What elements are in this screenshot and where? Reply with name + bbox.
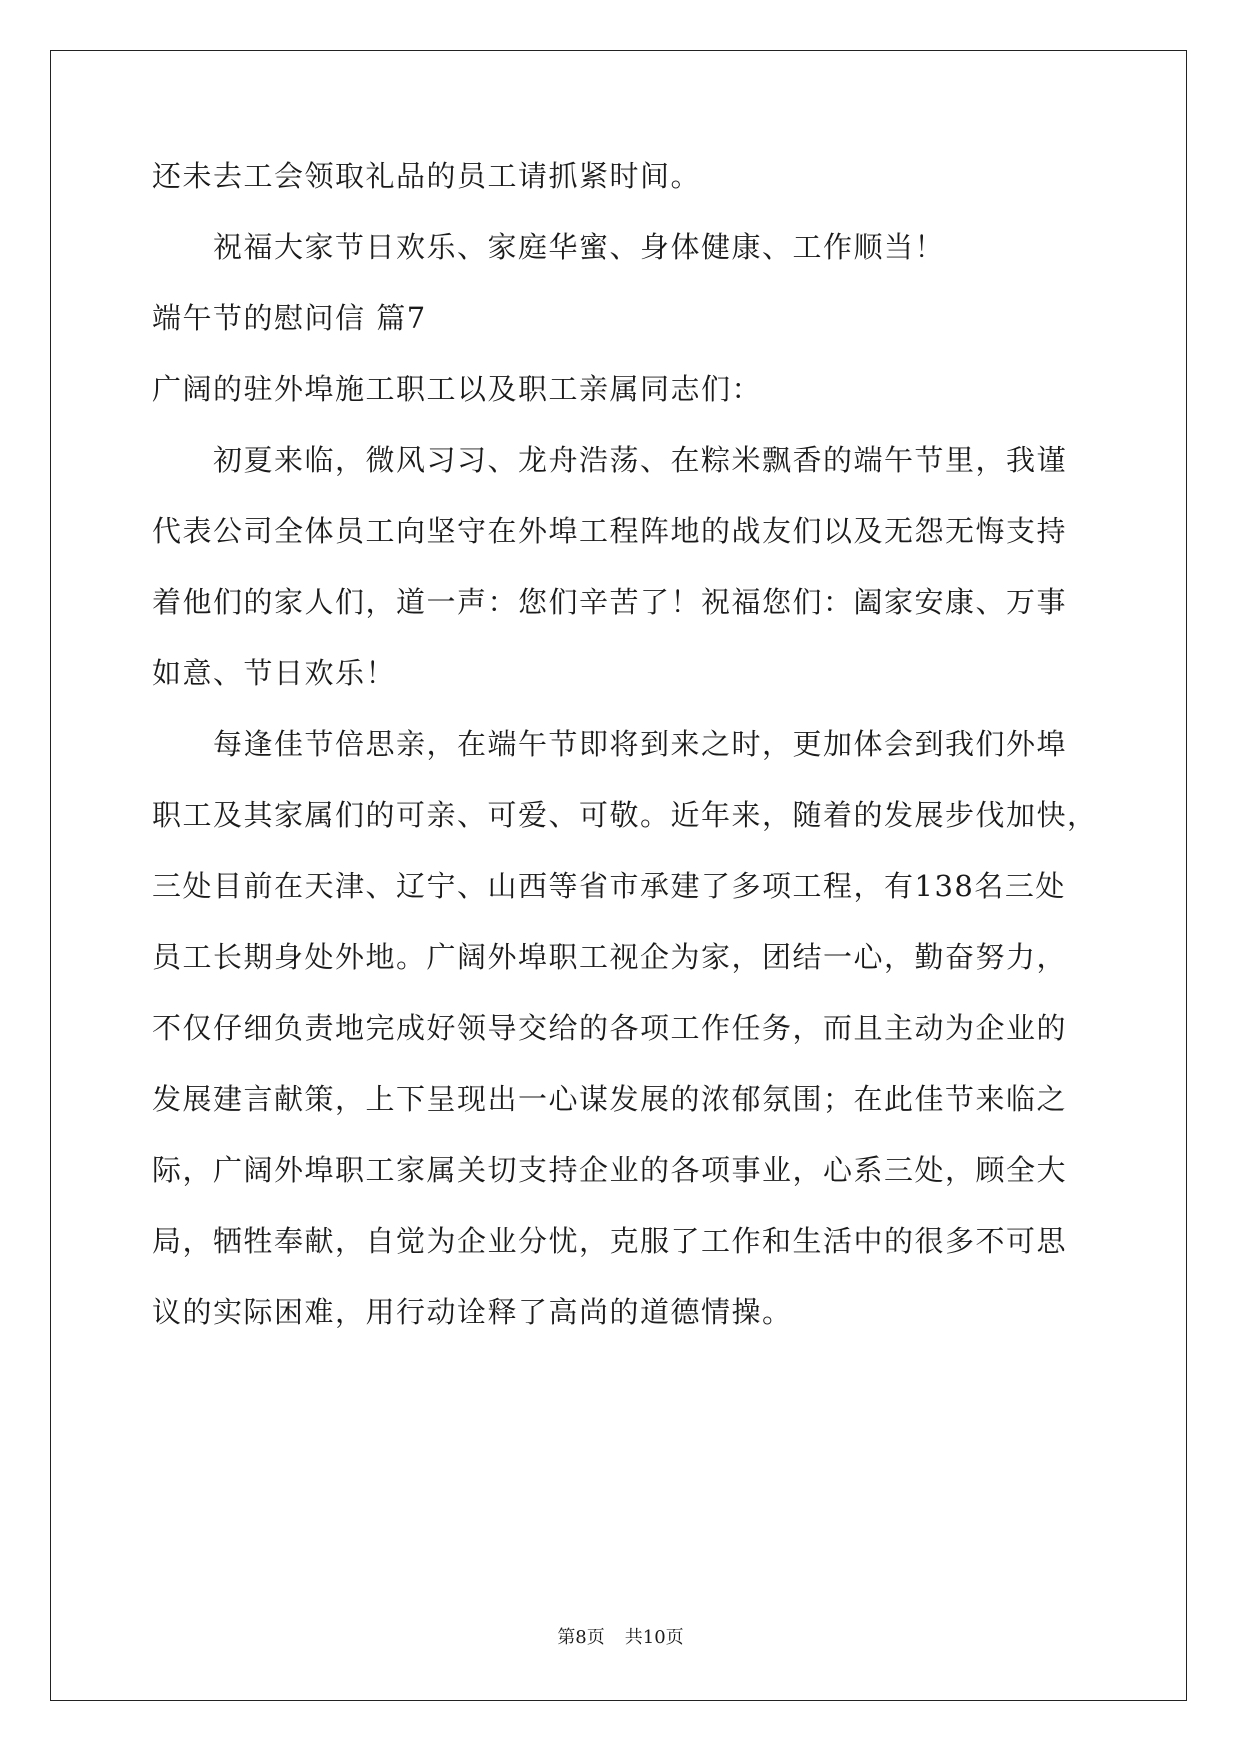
text-line-15: 际，广阔外埠职工家属关切支持企业的各项事业，心系三处，顾全大 (152, 1153, 1068, 1187)
text-line-17: 议的实际困难，用行动诠释了高尚的道德情操。 (152, 1295, 793, 1329)
text-line-6: 代表公司全体员工向坚守在外埠工程阵地的战友们以及无怨无悔支持 (152, 514, 1068, 548)
text-line-14: 发展建言献策，上下呈现出一心谋发展的浓郁氛围；在此佳节来临之 (152, 1082, 1068, 1116)
text-line-9: 每逢佳节倍思亲，在端午节即将到来之时，更加体会到我们外埠 (152, 727, 1068, 761)
text-line-2: 祝福大家节日欢乐、家庭华蜜、身体健康、工作顺当！ (152, 230, 946, 264)
text-line-16: 局，牺牲奉献，自觉为企业分忧，克服了工作和生活中的很多不可思 (152, 1224, 1068, 1258)
salutation: 广阔的驻外埠施工职工以及职工亲属同志们： (152, 372, 763, 406)
page-number: 第8页 (557, 1627, 605, 1648)
text-line-8: 如意、节日欢乐！ (152, 656, 397, 690)
text-line-5: 初夏来临，微风习习、龙舟浩荡、在粽米飘香的端午节里，我谨 (152, 443, 1068, 477)
text-line-11: 三处目前在天津、辽宁、山西等省市承建了多项工程，有138名三处 (152, 869, 1066, 903)
text-line-10: 职工及其家属们的可亲、可爱、可敬。近年来，随着的发展步伐加快， (152, 798, 1098, 832)
page-total: 共10页 (624, 1627, 684, 1648)
text-line-13: 不仅仔细负责地完成好领导交给的各项工作任务，而且主动为企业的 (152, 1011, 1068, 1045)
page-footer (0, 1626, 1241, 1650)
text-line-1: 还未去工会领取礼品的员工请抓紧时间。 (152, 159, 702, 193)
text-line-7: 着他们的家人们，道一声：您们辛苦了！祝福您们：阖家安康、万事 (152, 585, 1068, 619)
section-heading: 端午节的慰问信 篇7 (152, 301, 427, 335)
text-line-12: 员工长期身处外地。广阔外埠职工视企为家，团结一心，勤奋努力， (152, 940, 1068, 974)
